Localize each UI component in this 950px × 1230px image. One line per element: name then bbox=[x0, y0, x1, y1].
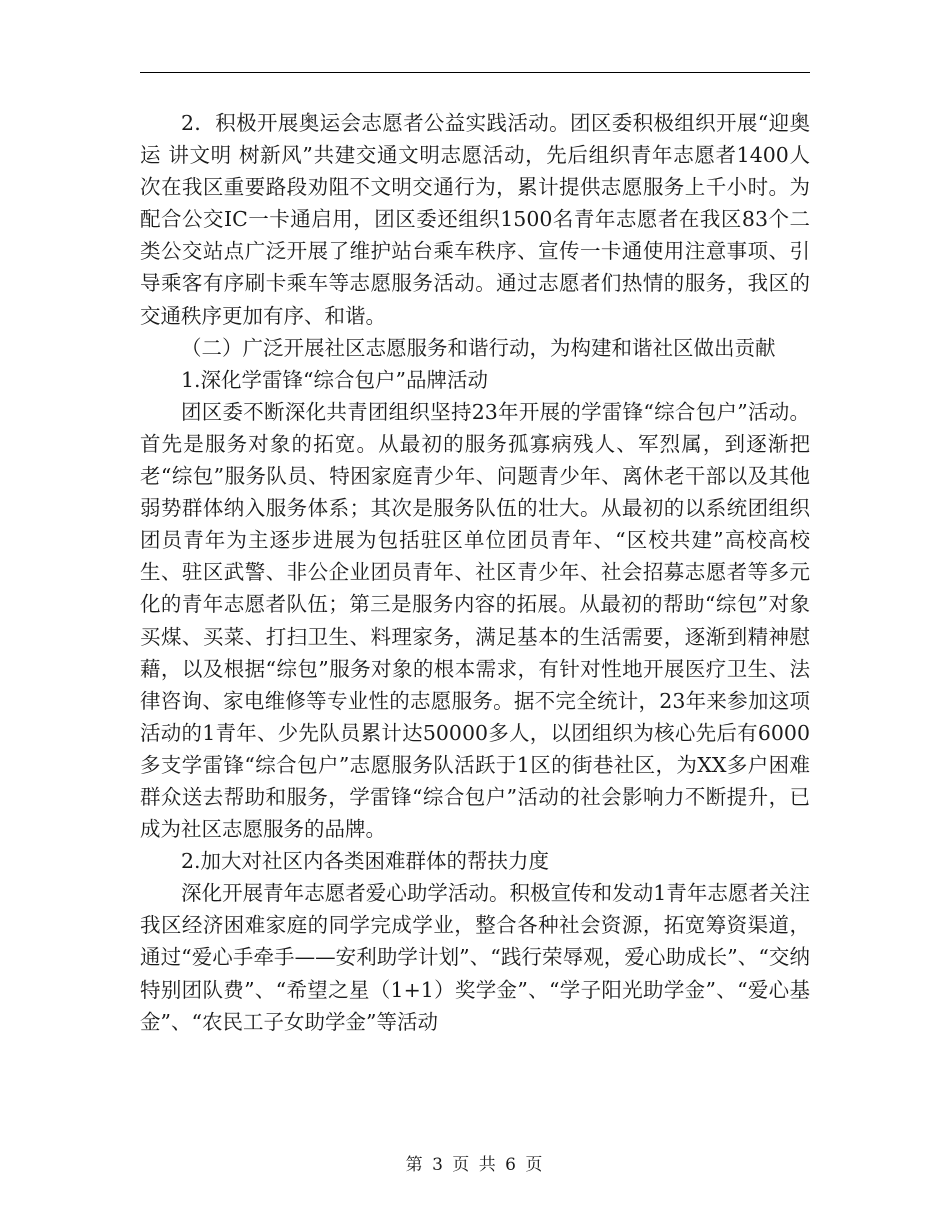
page-number-footer: 第 3 页 共 6 页 bbox=[405, 1155, 545, 1175]
section-heading-community-service: （二）广泛开展社区志愿服务和谐行动，为构建和谐社区做出贡献 bbox=[181, 335, 776, 360]
subheading-assistance: 2.加大对社区内各类困难群体的帮扶力度 bbox=[181, 849, 550, 874]
subheading-leifeng-activity: 1.深化学雷锋“综合包户”品牌活动 bbox=[181, 367, 489, 392]
paragraph-leifeng-activity: 团区委不断深化共青团组织坚持23年开展的学雷锋“综合包户”活动。首先是服务对象的拓宽。从最初的服务孤寡病残人、军烈属，到逐渐把老“综包”服务队员、特困家庭青少年、问题青少年、离休老干部以及其他弱势群体纳入服务体系；其次是服务队伍的壮大。从最初的以系统团组织团员青年为主逐步进展为包括驻区单位团员青年、“区校共建”高校高校生、驻区武警、非公企业团员青年、社区青少年、社会招募志愿者等多元化的青年志愿者队伍；第三是服务内容的拓展。从最初的帮助“综包”对象买煤、买菜、打扫卫生、料理家务，满足基本的生活需要，逐渐到精神慰藉，以及根据“综包”服务对象的根本需求，有针对性地开展医疗卫生、法律咨询、家电维修等专业性的志愿服务。据不完全统计，23年来参加这项活动的1青年、少先队员累计达50000多人，以团组织为核心先后有6000多支学雷锋“综合包户”志愿服务队活跃于1区的街巷社区，为XX多户困难群众送去帮助和服务，学雷锋“综合包户”活动的社会影响力不断提升，已成为社区志愿服务的品牌。 bbox=[140, 399, 810, 842]
header-divider bbox=[140, 72, 810, 73]
paragraph-olympic-volunteers: 2．积极开展奥运会志愿者公益实践活动。团区委积极组织开展“迎奥运 讲文明 树新风”共建交通文明志愿活动，先后组织青年志愿者1400人次在我区重要路段劝阻不文明交通行为，累计提供志愿服务上千小时。为配合公交IC一卡通启用，团区委还组织1500名青年志愿者在我区83个二类公交站点广泛开展了维护站台乘车秩序、宣传一卡通使用注意事项、引导乘客有序刷卡乘车等志愿服务活动。通过志愿者们热情的服务，我区的交通秩序更加有序、和谐。 bbox=[140, 111, 810, 328]
document-body bbox=[140, 107, 810, 1038]
paragraph-assistance: 深化开展青年志愿者爱心助学活动。积极宣传和发动1青年志愿者关注我区经济困难家庭的同学完成学业，整合各种社会资源，拓宽筹资渠道，通过“爱心手牵手——安利助学计划”、“践行荣辱观，爱心助成长”、“交纳特别团队费”、“希望之星（1+1）奖学金”、“学子阳光助学金”、“爱心基金”、“农民工子女助学金”等活动 bbox=[140, 881, 810, 1034]
